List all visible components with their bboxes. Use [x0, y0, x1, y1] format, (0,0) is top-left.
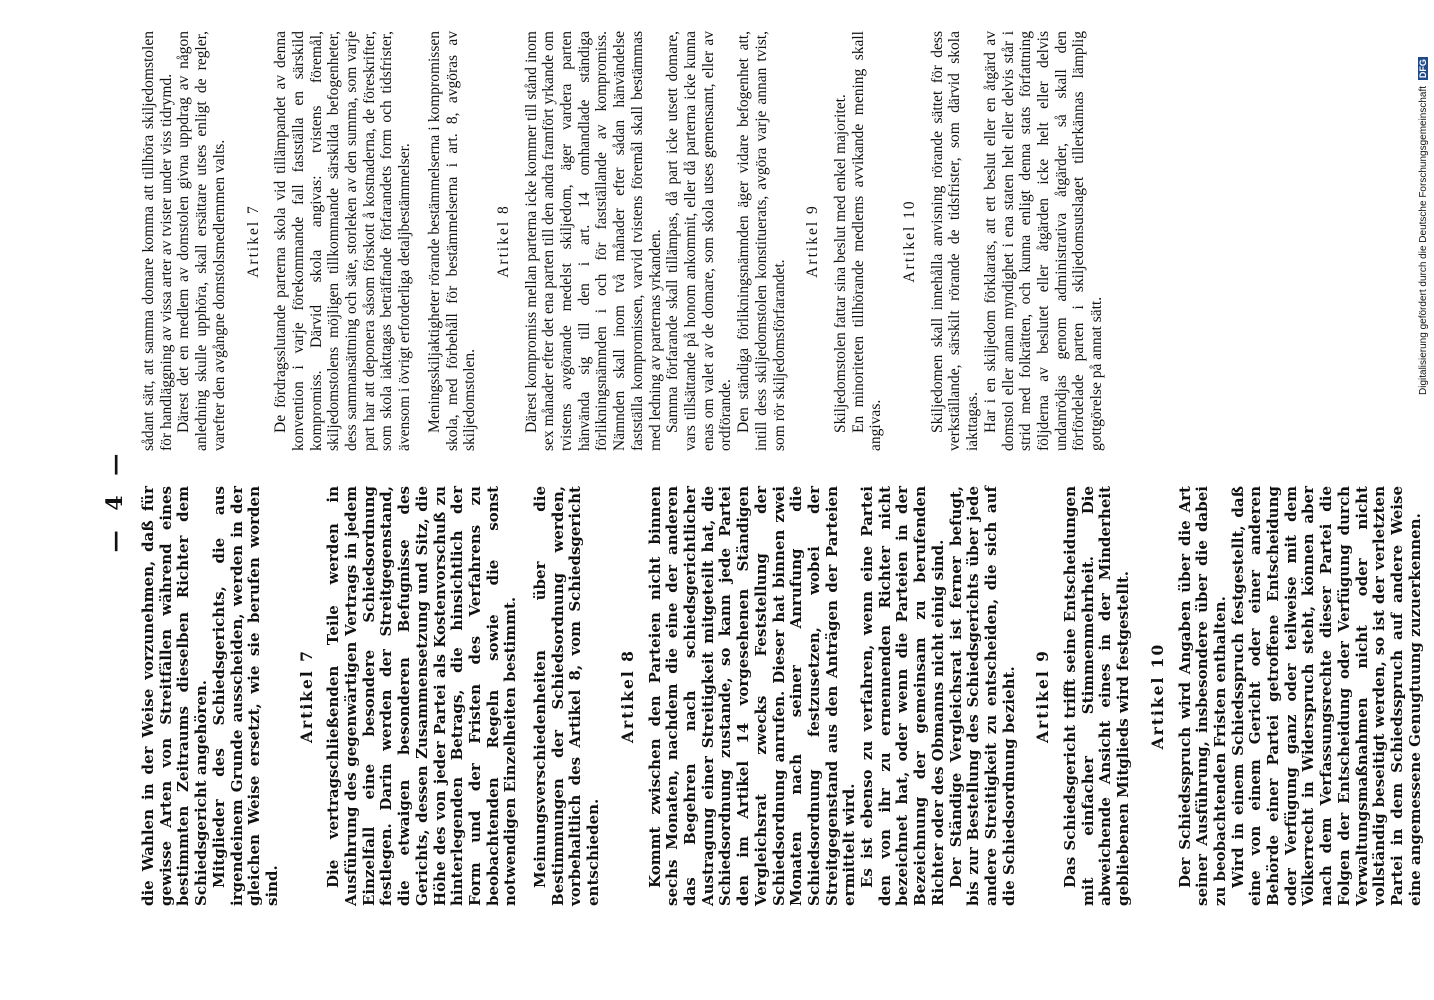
article-heading: Artikel 9 — [804, 204, 822, 278]
paragraph: die Wahlen in der Weise vorzunehmen, daß für gewisse Arten von Streitfällen während eines bestimmten Zeitraums dieselben Richter dem Schiedsgericht angehören. — [139, 486, 211, 906]
article-heading: Artikel 7 — [296, 649, 316, 743]
german-column — [140, 486, 1424, 906]
paragraph: Kommt zwischen den Parteien nicht binnen sechs Monaten, nachdem die eine der anderen das Begehren nach schiedsgerichtlicher Austragung einer Streitigkeit mitgeteilt hat, die Schiedsordnung zustande, so kann jede Partei den im Artikel 14 vorgesehenen Ständigen Vergleichsrat zwecks Feststellung der Schiedsordnung anrufen. Dieser hat binnen zwei Monaten nach seiner Anrufung die Schiedsordnung festzusetzen, wobei der Streitgegenstand aus den Anträgen der Parteien ermittelt wird. — [645, 486, 859, 906]
swedish-column — [140, 31, 1106, 451]
paragraph: Den ständiga förlikningsnämnden äger vidare befogenhet att, intill dess skiljedomstolen konstituerats, avgöra varje annan tvist, som rör skiljedomsförfarandet. — [735, 31, 788, 451]
digitization-footer — [1418, 10, 1434, 395]
paragraph: Därest kompromiss mellan parterna icke kommer till stånd inom sex månader efter det ena parten till den andra framfört yrkande om tvistens avgörande medelst skiljedom, äger vardera parten hänvända sig till den i art. 14 omhandlade ständiga förlikningsnämnden i och för fastställande av kompromiss. Nämnden skall inom två månader efter sådan hänvändelse fastställa kompromissen, varvid tvistens föremål skall bestämmas med ledning av parternas yrkanden. — [522, 31, 664, 451]
paragraph: Har i en skiljedom förklarats, att ett beslut eller en åtgärd av domstol eller annan myndighet i ena staten helt eller delvis står i strid med folkrätten, och kunna enligt denna stats författning följderna av beslutet eller åtgärden icke helt eller delvis undanrödjas genom administrativa åtgärder, så skall den förfördelade parten i skiljedomsutslaget tillerkännas lämplig gottgörelse på annat sätt. — [981, 31, 1106, 451]
paragraph: Das Schiedsgericht trifft seine Entscheidungen mit einfacher Stimmenmehrheit. Die abweichende Ansicht eines in der Minderheit gebliebenen Mitglieds wird festgestellt. — [1061, 486, 1133, 906]
article-heading: Artikel 10 — [1147, 642, 1167, 750]
paragraph: Mitglieder des Schiedsgerichts, die aus irgendeinem Grunde ausscheiden, werden in der gleichen Weise ersetzt, wie sie berufen worden sind. — [209, 486, 281, 906]
paragraph: Samma förfarande skall tillämpas, då part icke utsett domare, vars tillsättande på honom ankommit, eller då parterna icke kunna enas om valet av de domare, som skola utses gemensamt, eller av ordförande. — [664, 31, 735, 451]
paragraph: Der Schiedsspruch wird Angaben über die Art seiner Ausführung, insbesondere über die dabei zu beobachtenden Fristen enthalten. — [1175, 486, 1229, 906]
paragraph: sådant sätt, att samma domare komma att tillhöra skiljedomstolen för handläggning av vissa arter av tvister under viss tidrymd. — [140, 31, 175, 451]
paragraph: Skiljedomen skall innehålla anvisning rörande sättet för dess verkställande, särskilt rörande de tidsfrister, som därvid skola iakttagas. — [928, 31, 982, 451]
paragraph: Die vertragschließenden Teile werden in Ausführung des gegenwärtigen Vertrags in jedem Einzelfall eine besondere Schiedsordnung festlegen. Darin werden der Streitgegenstand, die etwaigen besonderen Befugnisse des Gerichts, dessen Zusammensetzung und Sitz, die Höhe des von jeder Partei als Kostenvorschuß zu hinterlegenden Betrags, die hinsichtlich der Form und der Fristen des Verfahrens zu beobachtenden Regeln sowie die sonst notwendigen Einzelheiten bestimmt. — [324, 486, 520, 906]
paragraph: En minoriteten tillhörande medlems avvikande mening skall angivas. — [849, 31, 885, 451]
digitization-credit: Digitalisierung gefördert durch die Deutsche Forschungsgemeinschaft — [1418, 85, 1429, 395]
paragraph: Meinungsverschiedenheiten über die Bestimmungen der Schiedsordnung werden, vorbehaltlich des Artikel 8, vom Schiedsgericht entschieden. — [531, 486, 603, 906]
dfg-logo: DFG — [1418, 59, 1428, 79]
paragraph: De fördragsslutande parterna skola vid tillämpandet av denna konvention i varje förekommande fall fastställa en särskild kompromiss. Därvid skola angivas: tvistens föremål, skiljedomstolens möjligen tillkommande särskilda befogenheter, dess sammansättning och säte, storleken av den summa, som varje part har att deponera såsom förskott å kostnaderna, de föreskrifter, som skola iakttagas beträffande förfarandets form och tidsfrister, ävensom i övrigt erforderliga detaljbestämmelser. — [272, 31, 414, 451]
paragraph: Därest det en medlem av domstolen givna uppdrag av någon anledning skulle upphöra, skall ersättare utses enligt de regler, varefter den avgångne domstolsmedlemmen valts. — [175, 31, 228, 451]
page-number: — 4 — — [102, 447, 128, 553]
paragraph: Es ist ebenso zu verfahren, wenn eine Partei den von ihr zu ernennenden Richter nicht bezeichnet hat, oder wenn die Parteien in der Bezeichnung der gemeinsam zu berufenden Richter oder des Obmanns nicht einig sind. — [858, 486, 947, 906]
article-heading: Artikel 9 — [1033, 649, 1053, 743]
article-heading: Artikel 7 — [244, 204, 262, 278]
article-heading: Artikel 8 — [494, 204, 512, 278]
paragraph: Skiljedomstolen fattar sina beslut med enkel majoritet. — [831, 94, 849, 433]
paragraph: Der Ständige Vergleichsrat ist ferner befugt, bis zur Bestellung des Schiedsgerichts über jede andere Streitigkeit zu entscheiden, die sich auf die Schiedsordnung bezieht. — [946, 486, 1018, 906]
paragraph: Meningsskiljaktigheter rörande bestämmelserna i kompromissen skola, med förbehåll för bestämmelserna i art. 8, avgöras av skiljedomstolen. — [425, 31, 479, 451]
paragraph: Wird in einem Schiedsspruch festgestellt, daß eine von einem Gericht oder einer anderen Behörde einer Partei getroffene Entscheidung oder Verfügung ganz oder teilweise mit dem Völkerrecht in Widerspruch steht, können aber nach dem Verfassungsrechte dieser Partei die Folgen der Entscheidung oder Verfügung durch Verwaltungsmaßnahmen nicht oder nicht vollständig beseitigt werden, so ist der verletzten Partei in dem Schiedsspruch auf andere Weise eine angemessene Genugtuung zuzuerkennen. — [1228, 486, 1424, 906]
article-heading: Artikel 8 — [617, 649, 637, 743]
article-heading: Artikel 10 — [901, 199, 919, 283]
